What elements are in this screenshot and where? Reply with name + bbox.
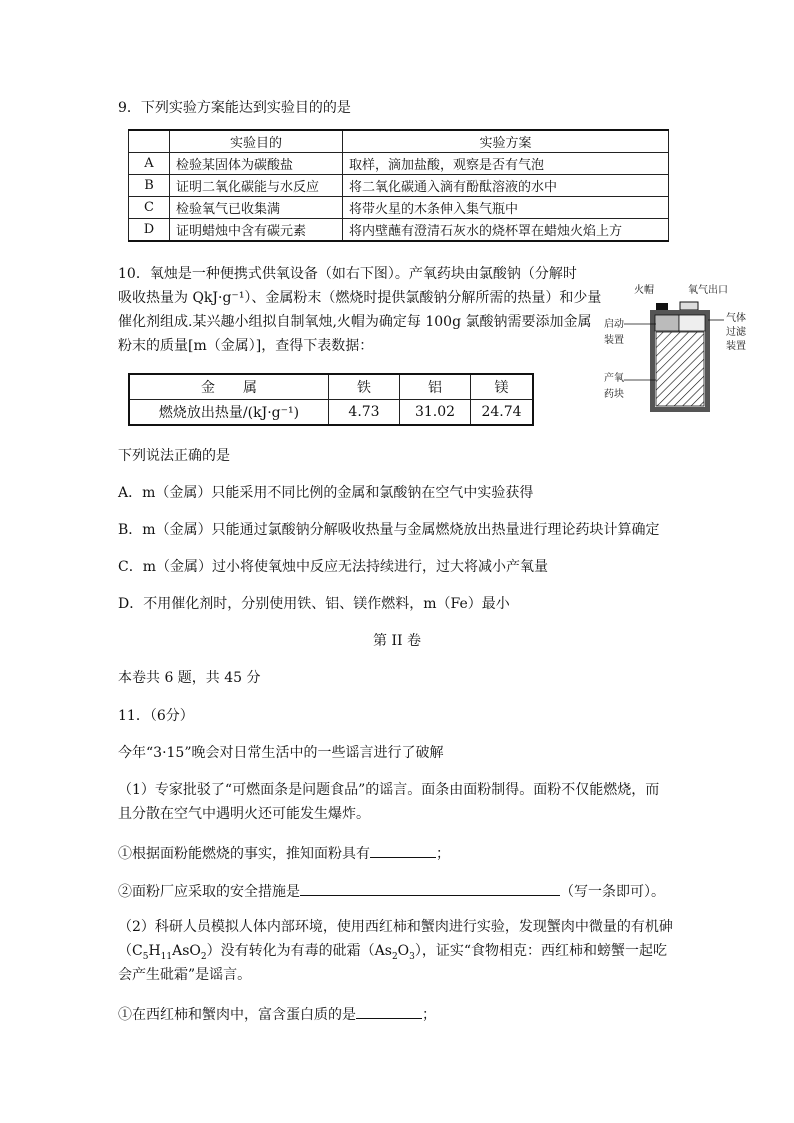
formula-part: （C: [118, 943, 143, 959]
table-cell: 镁: [471, 374, 534, 400]
table-cell: 证明蜡烛中含有碳元素: [170, 219, 343, 242]
oxygen-block-shape: [656, 332, 704, 406]
table-row: [129, 197, 669, 219]
table-cell: 4.73: [329, 400, 400, 426]
table-cell: 31.02: [400, 400, 471, 426]
q10-metal-table: [128, 373, 534, 426]
table-cell: 将带火星的木条伸入集气瓶中: [343, 197, 669, 219]
table-header-row: [129, 130, 669, 153]
q11-p1-line2: 且分散在空气中遇明火还可能发生爆炸。: [118, 806, 370, 822]
q10-option-b: B．m（金属）只能通过氯酸钠分解吸收热量与金属燃烧放出热量进行理论药块计算确定: [118, 522, 660, 538]
q10-option-d: D．不用催化剂时，分别使用铁、铝、镁作燃料，m（Fe）最小: [118, 596, 510, 612]
subscript: 3: [409, 951, 415, 962]
q10-line1: 10．氧烛是一种便携式供氧设备（如右下图）。产氧药块由氯酸钠（分解时: [118, 266, 577, 282]
outlet-label: 氧气出口: [688, 285, 728, 296]
q11-p2-line3: 会产生砒霜”是谣言。: [118, 967, 252, 983]
table-header-row: [129, 374, 533, 400]
outlet-shape: [680, 302, 698, 310]
table-header-cell: 实验方案: [343, 130, 669, 153]
table-cell: C: [129, 197, 170, 219]
q10-prompt: 下列说法正确的是: [118, 448, 230, 464]
table-header-cell: [129, 130, 170, 153]
formula-part: AsO: [172, 943, 201, 959]
table-cell: 证明二氧化碳能与水反应: [170, 175, 343, 197]
start-label-1: 启动: [604, 319, 624, 330]
filter-label-3: 装置: [726, 341, 746, 352]
table-header-cell: 实验目的: [170, 130, 343, 153]
formula-part: ）没有转化为有毒的砒霜（As: [206, 943, 392, 959]
question-text: ①根据面粉能燃烧的事实，推知面粉具有: [118, 846, 370, 862]
q10-line4: 粉末的质量[m（金属）]，查得下表数据：: [118, 338, 374, 354]
q10-line2: 吸收热量为 QkJ·g⁻¹）、金属粉末（燃烧时提供氯酸钠分解所需的热量）和少量: [118, 290, 602, 306]
q11-p2-line2: [118, 941, 667, 967]
block-label-2: 药块: [604, 389, 624, 400]
question-text-end: ；: [436, 846, 450, 862]
answer-blank[interactable]: [300, 880, 560, 896]
q11-number: 11．（6分）: [118, 708, 194, 724]
table-row: [129, 153, 669, 175]
q11-p2-line1: （2）科研人员模拟人体内部环境，使用西红柿和蟹肉进行实验，发现蟹肉中微量的有机砷: [118, 919, 673, 935]
table-row: [129, 400, 533, 426]
q9-table: [128, 129, 669, 242]
block-label-1: 产氧: [604, 373, 624, 384]
subscript: 11: [160, 951, 173, 962]
q11-p1-line1: （1）专家批驳了“可燃面条是问题食品”的谣言。面条由面粉制得。面粉不仅能燃烧，而: [118, 782, 660, 798]
table-row: [129, 219, 669, 242]
table-cell: 将内壁蘸有澄清石灰水的烧杯罩在蜡烛火焰上方: [343, 219, 669, 242]
formula-part: ），证实“食物相克：西红柿和螃蟹一起吃: [414, 943, 668, 959]
q9-stem: 9．下列实验方案能达到实验目的的是: [118, 100, 351, 116]
answer-blank[interactable]: [356, 1003, 422, 1019]
table-cell: 金 属: [129, 374, 329, 400]
q11-sub2a: [118, 1003, 436, 1025]
q11-sub1b: [118, 880, 665, 902]
formula-part: H: [148, 943, 161, 959]
table-cell: 燃烧放出热量/(kJ·g⁻¹): [129, 400, 329, 426]
part2-title: 第 II 卷: [373, 633, 421, 649]
table-cell: 检验氧气已收集满: [170, 197, 343, 219]
table-cell: A: [129, 153, 170, 175]
filter-label-1: 气体: [726, 313, 746, 324]
table-cell: 取样，滴加盐酸，观察是否有气泡: [343, 153, 669, 175]
q11-sub1a: [118, 842, 450, 864]
filter-label-2: 过滤: [726, 327, 746, 338]
table-cell: 检验某固体为碳酸盐: [170, 153, 343, 175]
start-label-2: 装置: [604, 335, 624, 346]
answer-blank[interactable]: [370, 842, 436, 858]
question-text: ②面粉厂应采取的安全措施是: [118, 884, 300, 900]
table-cell: 铝: [400, 374, 471, 400]
q10-option-a: A．m（金属）只能采用不同比例的金属和氯酸钠在空气中实验获得: [118, 485, 534, 501]
table-cell: B: [129, 175, 170, 197]
q11-intro: 今年“3·15”晚会对日常生活中的一些谣言进行了破解: [118, 745, 444, 761]
table-cell: 将二氧化碳通入滴有酚酞溶液的水中: [343, 175, 669, 197]
question-text-end: （写一条即可）。: [560, 884, 665, 900]
q10-option-c: C．m（金属）过小将使氧烛中反应无法持续进行，过大将减小产氧量: [118, 559, 548, 575]
table-cell: 24.74: [471, 400, 534, 426]
subscript: 2: [391, 951, 398, 962]
oxygen-candle-figure: [596, 280, 776, 420]
question-text-end: ；: [422, 1007, 436, 1023]
question-text: ①在西红柿和蟹肉中，富含蛋白质的是: [118, 1007, 356, 1023]
subscript: 2: [200, 951, 207, 962]
q10-line3: 催化剂组成.某兴趣小组拟自制氧烛,火帽为确定每 100g 氯酸钠需要添加金属: [118, 314, 592, 330]
table-cell: D: [129, 219, 170, 242]
start-device-shape: [655, 315, 679, 331]
subscript: 5: [142, 951, 149, 962]
formula-part: O: [397, 943, 410, 959]
filter-device-shape: [679, 315, 705, 331]
part2-note: 本卷共 6 题，共 45 分: [118, 670, 261, 686]
table-cell: 铁: [329, 374, 400, 400]
cap-label: 火帽: [634, 285, 654, 296]
table-row: [129, 175, 669, 197]
